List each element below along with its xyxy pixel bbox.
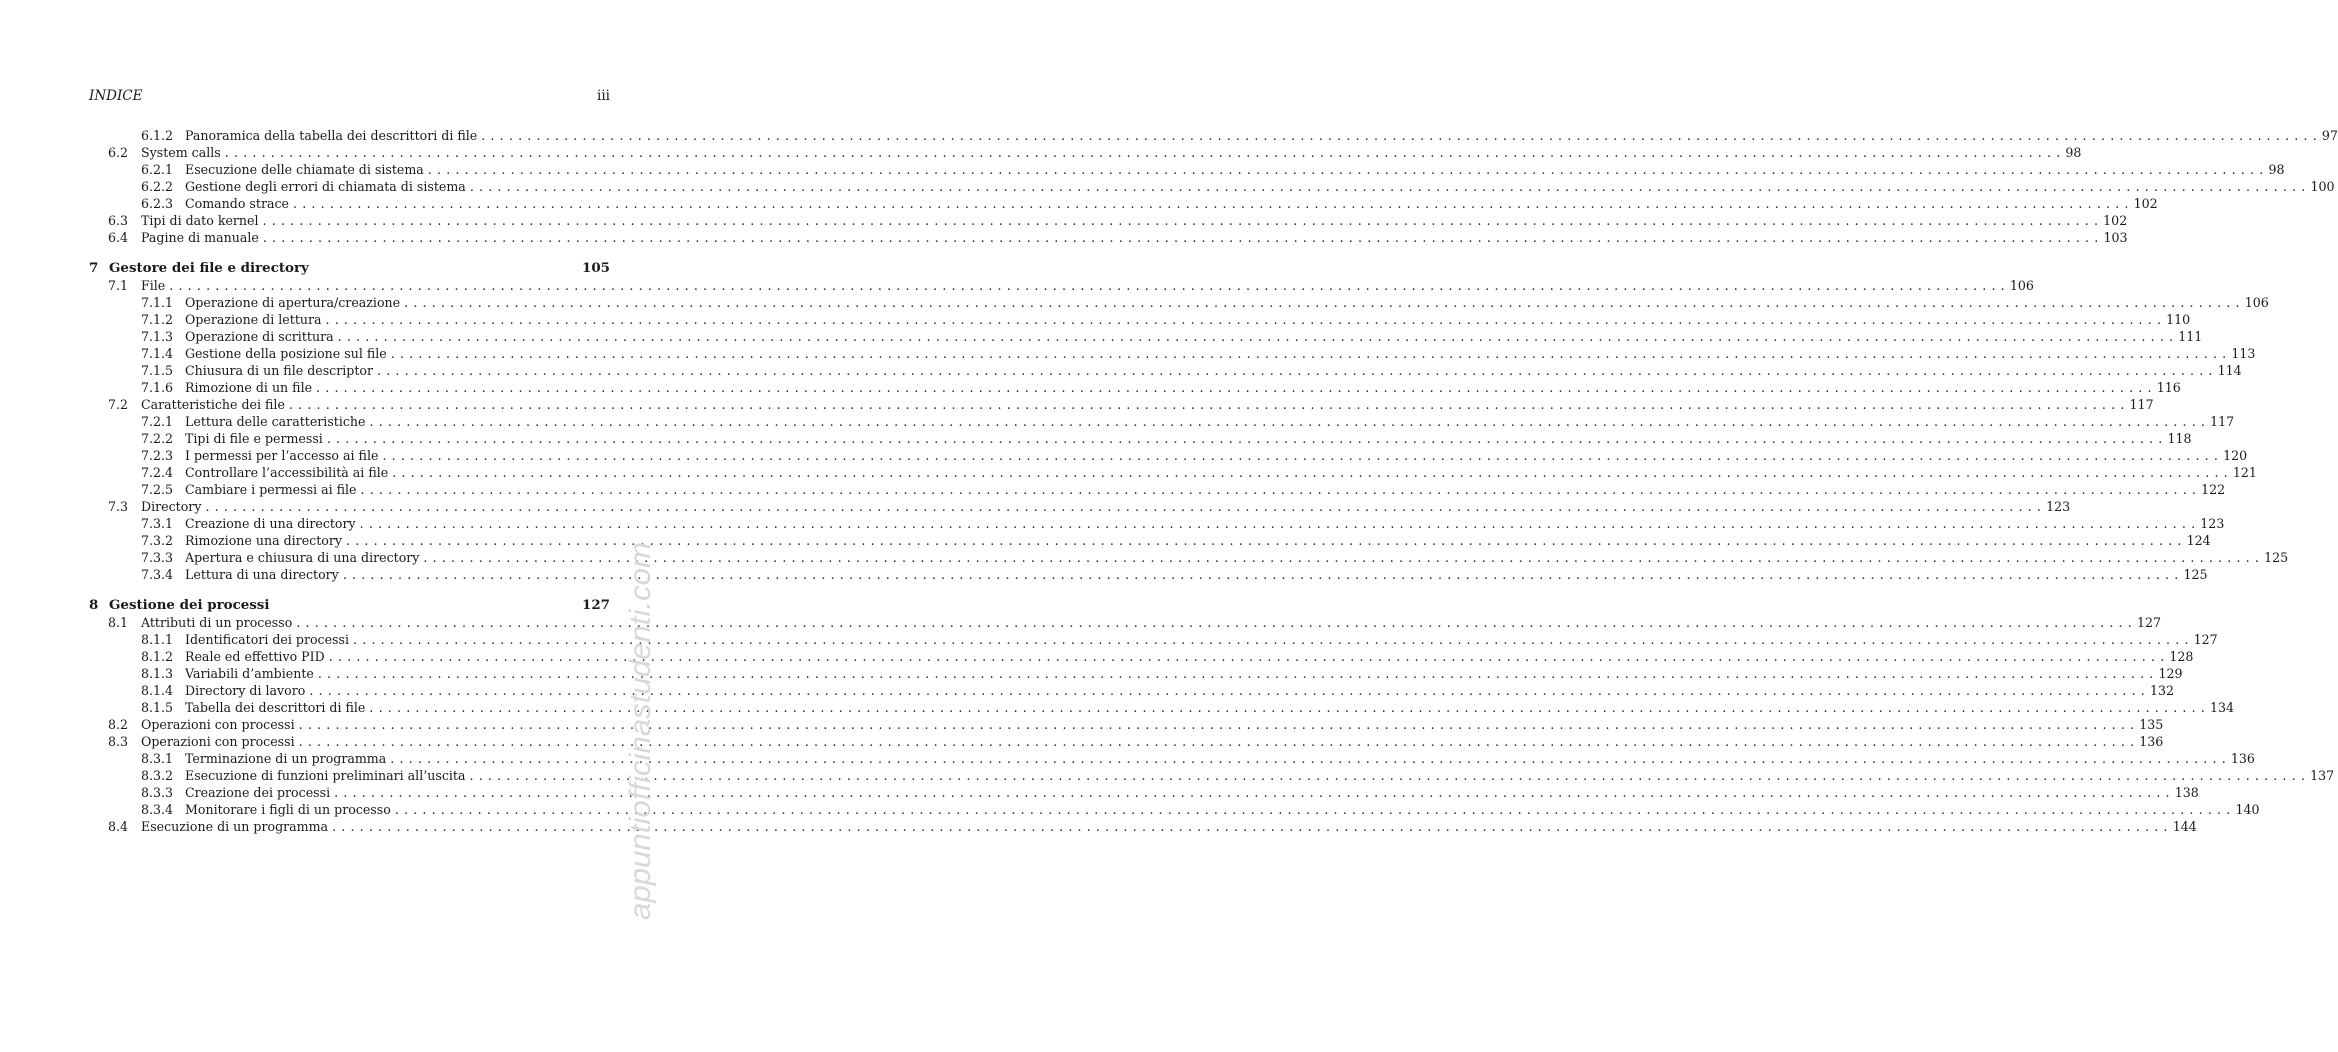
entry-page: 135 [2139, 717, 2164, 732]
entry-number: 7.3.2 [141, 533, 174, 548]
watermark-graphic [624, 540, 658, 920]
entry-number: 8.3.4 [141, 802, 174, 817]
dot-leader: ........................................................................................................................................................................................................ [317, 666, 2159, 681]
entry-label: Tipi di file e permessi [185, 430, 327, 447]
dot-leader: ........................................................................................................................................................................................................ [328, 649, 2170, 664]
entry-text [185, 464, 2257, 481]
entry-number: 6.2.1 [141, 162, 174, 177]
entry-label: Terminazione di un programma [185, 750, 390, 767]
entry-label: Operazioni con processi [141, 733, 299, 750]
entry-label: Caratteristiche dei file [141, 396, 289, 413]
entry-number: 8.3.3 [141, 785, 174, 800]
entry-page: 136 [2139, 734, 2164, 749]
entry-page: 129 [2158, 666, 2183, 681]
entry-page: 121 [2232, 465, 2257, 480]
chapter-number: 7 [89, 260, 99, 276]
entry-number: 8.1.2 [141, 649, 174, 664]
entry-text [185, 648, 2194, 665]
entry-label: Creazione di una directory [185, 515, 360, 532]
entry-label: Esecuzione di funzioni preliminari all’uscita [185, 767, 469, 784]
dot-leader: ........................................................................................................................................................................................................ [293, 196, 2134, 211]
header-page-number: iii [597, 88, 610, 104]
entry-number: 6.2 [108, 145, 129, 160]
subsection-entry [89, 699, 2235, 716]
entry-label: Gestione degli errori di chiamata di sistema [185, 178, 470, 195]
entry-text [185, 195, 2158, 212]
entry-number: 6.3 [108, 213, 129, 228]
entry-text [141, 614, 2161, 631]
entry-label: Cambiare i permessi ai file [185, 481, 361, 498]
entry-page: 122 [2201, 482, 2226, 497]
entry-label: Operazione di scrittura [185, 328, 338, 345]
chapter-title: Gestore dei file e directory [109, 260, 309, 276]
chapter-page: 127 [582, 597, 610, 613]
dot-leader: ........................................................................................................................................................................................................ [298, 717, 2140, 732]
entry-number: 7.2.3 [141, 448, 174, 463]
entry-label: Apertura e chiusura di una directory [185, 549, 423, 566]
dot-leader: ........................................................................................................................................................................................................ [382, 448, 2224, 463]
entry-page: 134 [2210, 700, 2235, 715]
entry-page: 97 [2321, 128, 2338, 143]
entry-label: Attributi di un processo [141, 614, 296, 631]
dot-leader: ........................................................................................................................................................................................................ [342, 567, 2184, 582]
subsection-entry [89, 464, 2257, 481]
entry-label: Controllare l’accessibilità ai file [185, 464, 392, 481]
chapter-heading [89, 260, 610, 277]
entry-text [185, 767, 2335, 784]
entry-text [185, 127, 2338, 144]
entry-label: Operazioni con processi [141, 716, 299, 733]
entry-text [141, 498, 2071, 515]
subsection-entry [89, 631, 2218, 648]
entry-label: Rimozione di un file [185, 379, 316, 396]
entry-page: 106 [2244, 295, 2269, 310]
dot-leader: ........................................................................................................................................................................................................ [404, 295, 2245, 310]
entry-page: 113 [2231, 346, 2256, 361]
entry-text [185, 801, 2260, 818]
entry-page: 100 [2310, 179, 2335, 194]
chapter-number: 8 [89, 597, 99, 613]
dot-leader: ........................................................................................................................................................................................................ [390, 751, 2231, 766]
entry-label: File [141, 277, 169, 294]
entry-number: 7.3 [108, 499, 129, 514]
dot-leader: ........................................................................................................................................................................................................ [224, 145, 2066, 160]
entry-label: Variabili d’ambiente [185, 665, 318, 682]
entry-label: Tabella dei descrittori di file [185, 699, 369, 716]
entry-label: Creazione dei processi [185, 784, 334, 801]
entry-text [185, 413, 2235, 430]
entry-label: Rimozione una directory [185, 532, 346, 549]
dot-leader: ........................................................................................................................................................................................................ [337, 329, 2179, 344]
dot-leader: ........................................................................................................................................................................................................ [469, 768, 2311, 783]
entry-number: 7.1.1 [141, 295, 174, 310]
dot-leader: ........................................................................................................................................................................................................ [309, 683, 2151, 698]
subsection-entry [89, 682, 2175, 699]
entry-number: 7.3.3 [141, 550, 174, 565]
subsection-entry [89, 161, 2285, 178]
subsection-entry [89, 379, 2181, 396]
chapter-page: 105 [582, 260, 610, 276]
subsection-entry [89, 750, 2255, 767]
subsection-entry [89, 515, 2225, 532]
entry-page: 138 [2174, 785, 2199, 800]
entry-text [185, 532, 2211, 549]
entry-page: 140 [2235, 802, 2260, 817]
dot-leader: ........................................................................................................................................................................................................ [298, 734, 2140, 749]
entry-label: Lettura delle caratteristiche [185, 413, 370, 430]
subsection-entry [89, 784, 2199, 801]
dot-leader: ........................................................................................................................................................................................................ [262, 213, 2104, 228]
section-entry [89, 277, 2034, 294]
entry-text [185, 481, 2226, 498]
entry-text [141, 733, 2164, 750]
entry-page: 111 [2178, 329, 2203, 344]
entry-text [141, 144, 2082, 161]
entry-text [185, 379, 2181, 396]
subsection-entry [89, 447, 2248, 464]
entry-page: 127 [2136, 615, 2161, 630]
dot-leader: ........................................................................................................................................................................................................ [359, 516, 2201, 531]
entry-text [185, 161, 2285, 178]
entry-page: 136 [2230, 751, 2255, 766]
entry-page: 128 [2169, 649, 2194, 664]
dot-leader: ........................................................................................................................................................................................................ [345, 533, 2187, 548]
entry-text [141, 212, 2128, 229]
entry-number: 8.3.1 [141, 751, 174, 766]
entry-page: 106 [2009, 278, 2034, 293]
entry-text [185, 515, 2225, 532]
entry-text [185, 665, 2183, 682]
entry-text [185, 328, 2203, 345]
subsection-entry [89, 294, 2269, 311]
entry-label: Directory [141, 498, 205, 515]
subsection-entry [89, 767, 2335, 784]
entry-label: I permessi per l’accesso ai file [185, 447, 382, 464]
section-entry [89, 818, 2197, 835]
section-entry [89, 212, 2128, 229]
dot-leader: ........................................................................................................................................................................................................ [369, 414, 2211, 429]
entry-page: 123 [2046, 499, 2071, 514]
watermark-text: appuntiofficinastudenti.com [624, 556, 657, 920]
entry-number: 7.1.6 [141, 380, 174, 395]
entry-text [185, 362, 2242, 379]
entry-page: 132 [2150, 683, 2175, 698]
entry-page: 120 [2223, 448, 2248, 463]
entry-number: 8.2 [108, 717, 129, 732]
dot-leader: ........................................................................................................................................................................................................ [392, 465, 2233, 480]
entry-text [141, 716, 2164, 733]
entry-number: 8.3 [108, 734, 129, 749]
dot-leader: ........................................................................................................................................................................................................ [481, 128, 2322, 143]
entry-label: Operazione di lettura [185, 311, 326, 328]
dot-leader: ........................................................................................................................................................................................................ [332, 819, 2173, 834]
section-entry [89, 396, 2154, 413]
dot-leader: ........................................................................................................................................................................................................ [390, 346, 2232, 361]
entry-number: 7.1.4 [141, 346, 174, 361]
dot-leader: ........................................................................................................................................................................................................ [296, 615, 2137, 630]
subsection-entry [89, 311, 2191, 328]
subsection-entry [89, 532, 2211, 549]
entry-page: 125 [2264, 550, 2289, 565]
section-entry [89, 733, 2164, 750]
entry-number: 7.2.4 [141, 465, 174, 480]
entry-label: Comando strace [185, 195, 293, 212]
subsection-entry [89, 413, 2235, 430]
entry-number: 7.3.1 [141, 516, 174, 531]
entry-number: 7.2 [108, 397, 129, 412]
dot-leader: ........................................................................................................................................................................................................ [353, 632, 2194, 647]
dot-leader: ........................................................................................................................................................................................................ [394, 802, 2236, 817]
entry-text [141, 229, 2128, 246]
entry-number: 8.3.2 [141, 768, 174, 783]
entry-label: Identificatori dei processi [185, 631, 353, 648]
dot-leader: ........................................................................................................................................................................................................ [360, 482, 2202, 497]
entry-text [141, 277, 2034, 294]
entry-number: 7.2.1 [141, 414, 174, 429]
dot-leader: ........................................................................................................................................................................................................ [427, 162, 2269, 177]
entry-number: 7.3.4 [141, 567, 174, 582]
entry-page: 98 [2268, 162, 2285, 177]
subsection-entry [89, 801, 2260, 818]
entry-page: 102 [2133, 196, 2158, 211]
chapter-heading [89, 597, 610, 614]
entry-label: Esecuzione delle chiamate di sistema [185, 161, 428, 178]
subsection-entry [89, 648, 2194, 665]
entry-label: Pagine di manuale [141, 229, 263, 246]
entry-page: 116 [2156, 380, 2181, 395]
dot-leader: ........................................................................................................................................................................................................ [369, 700, 2211, 715]
dot-leader: ........................................................................................................................................................................................................ [262, 230, 2104, 245]
subsection-entry [89, 195, 2158, 212]
dot-leader: ........................................................................................................................................................................................................ [469, 179, 2311, 194]
entry-page: 114 [2217, 363, 2242, 378]
entry-label: Lettura di una directory [185, 566, 343, 583]
entry-number: 6.4 [108, 230, 129, 245]
entry-text [185, 430, 2192, 447]
entry-label: Operazione di apertura/creazione [185, 294, 404, 311]
entry-text [185, 699, 2235, 716]
entry-label: Panoramica della tabella dei descrittori di file [185, 127, 481, 144]
subsection-entry [89, 566, 2208, 583]
entry-text [185, 784, 2199, 801]
watermark [624, 540, 658, 920]
entry-number: 7.2.5 [141, 482, 174, 497]
entry-text [185, 311, 2191, 328]
dot-leader: ........................................................................................................................................................................................................ [169, 278, 2010, 293]
entry-label: Reale ed effettivo PID [185, 648, 329, 665]
dot-leader: ........................................................................................................................................................................................................ [316, 380, 2157, 395]
subsection-entry [89, 178, 2335, 195]
entry-page: 98 [2065, 145, 2082, 160]
entry-label: Esecuzione di un programma [141, 818, 332, 835]
entry-number: 7.1.3 [141, 329, 174, 344]
section-entry [89, 614, 2161, 631]
entry-text [185, 178, 2335, 195]
entry-text [185, 345, 2256, 362]
section-entry [89, 716, 2164, 733]
header-title: INDICE [89, 88, 143, 104]
entry-number: 7.2.2 [141, 431, 174, 446]
entry-label: Chiusura di un file descriptor [185, 362, 377, 379]
entry-text [185, 294, 2269, 311]
entry-page: 123 [2200, 516, 2225, 531]
entry-text [185, 447, 2248, 464]
section-entry [89, 498, 2071, 515]
entry-page: 125 [2183, 567, 2208, 582]
entry-page: 124 [2186, 533, 2211, 548]
subsection-entry [89, 549, 2289, 566]
subsection-entry [89, 481, 2226, 498]
entry-number: 8.1 [108, 615, 129, 630]
entry-page: 117 [2210, 414, 2235, 429]
entry-page: 110 [2166, 312, 2191, 327]
dot-leader: ........................................................................................................................................................................................................ [334, 785, 2175, 800]
subsection-entry [89, 328, 2203, 345]
entry-text [141, 818, 2197, 835]
entry-label: Tipi di dato kernel [141, 212, 263, 229]
entry-page: 118 [2167, 431, 2192, 446]
section-entry [89, 229, 2128, 246]
subsection-entry [89, 345, 2256, 362]
entry-page: 144 [2172, 819, 2197, 834]
entry-label: System calls [141, 144, 225, 161]
entry-number: 6.1.2 [141, 128, 174, 143]
entry-text [185, 631, 2218, 648]
entry-text [185, 549, 2289, 566]
entry-label: Gestione della posizione sul file [185, 345, 391, 362]
entry-number: 7.1.2 [141, 312, 174, 327]
dot-leader: ........................................................................................................................................................................................................ [205, 499, 2047, 514]
subsection-entry [89, 127, 2338, 144]
entry-number: 6.2.3 [141, 196, 174, 211]
entry-label: Directory di lavoro [185, 682, 309, 699]
entry-number: 8.4 [108, 819, 129, 834]
dot-leader: ........................................................................................................................................................................................................ [423, 550, 2265, 565]
dot-leader: ........................................................................................................................................................................................................ [288, 397, 2130, 412]
entry-number: 8.1.4 [141, 683, 174, 698]
entry-number: 8.1.3 [141, 666, 174, 681]
subsection-entry [89, 665, 2183, 682]
entry-text [185, 566, 2208, 583]
entry-number: 7.1 [108, 278, 129, 293]
subsection-entry [89, 430, 2192, 447]
subsection-entry [89, 362, 2242, 379]
entry-number: 6.2.2 [141, 179, 174, 194]
running-header [89, 88, 610, 104]
entry-page: 103 [2103, 230, 2128, 245]
entry-number: 8.1.5 [141, 700, 174, 715]
dot-leader: ........................................................................................................................................................................................................ [325, 312, 2167, 327]
entry-label: Monitorare i figli di un processo [185, 801, 395, 818]
entry-text [185, 682, 2175, 699]
entry-page: 117 [2129, 397, 2154, 412]
entry-number: 8.1.1 [141, 632, 174, 647]
entry-number: 7.1.5 [141, 363, 174, 378]
entry-page: 102 [2103, 213, 2128, 228]
dot-leader: ........................................................................................................................................................................................................ [377, 363, 2218, 378]
entry-text [141, 396, 2154, 413]
section-entry [89, 144, 2082, 161]
entry-text [185, 750, 2255, 767]
entry-page: 127 [2193, 632, 2218, 647]
dot-leader: ........................................................................................................................................................................................................ [326, 431, 2168, 446]
entry-page: 137 [2310, 768, 2335, 783]
chapter-title: Gestione dei processi [109, 597, 270, 613]
